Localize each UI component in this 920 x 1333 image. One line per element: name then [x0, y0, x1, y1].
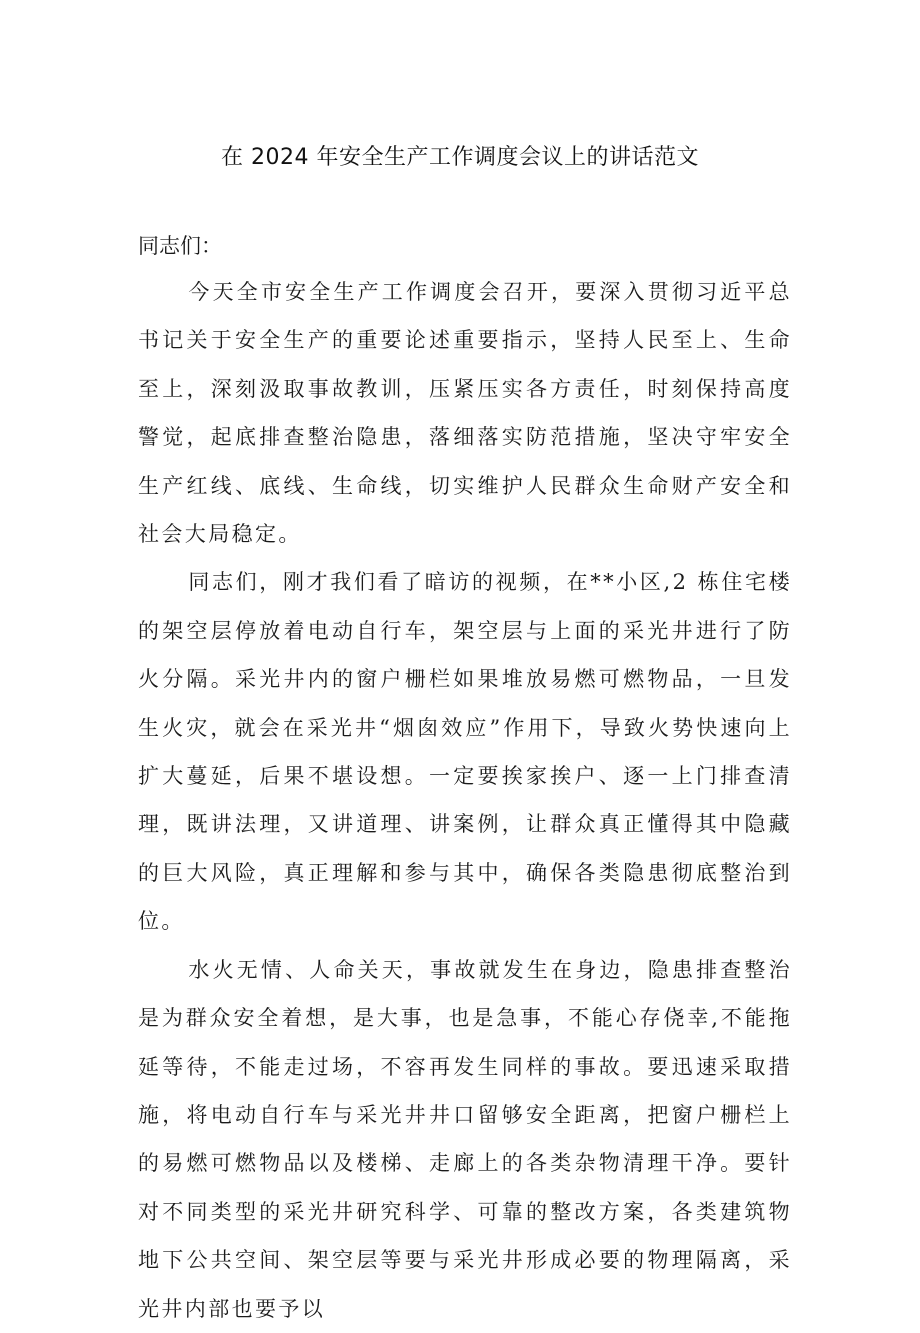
salutation: 同志们： — [138, 234, 222, 258]
document-title: 在 2024 年安全生产工作调度会议上的讲话范文 — [221, 145, 699, 170]
paragraph: 同志们，刚才我们看了暗访的视频，在**小区,2 栋住宅楼的架空层停放着电动自行车，架空层与上面的采光井进行了防火分隔。采光井内的窗户栅栏如果堆放易燃可燃物品，一旦发生火灾，就会在采光井“烟囱效应”作用下，导致火势快速向上扩大蔓延，后果不堪设想。一定要挨家挨户、逐一上门排查清理，既讲法理，又讲道理、讲案例，让群众真正懂得其中隐藏的巨大风险，真正理解和参与其中，确保各类隐患彻底整治到位。 — [138, 570, 792, 934]
paragraph: 水火无情、人命关天，事故就发生在身边，隐患排查整治是为群众安全着想，是大事，也是急事，不能心存侥幸,不能拖延等待，不能走过场，不容再发生同样的事故。要迅速采取措施，将电动自行车与采光井井口留够安全距离，把窗户栅栏上的易燃可燃物品以及楼梯、走廊上的各类杂物清理干净。要针对不同类型的采光井研究科学、可靠的整改方案，各类建筑物地下公共空间、架空层等要与采光井形成必要的物理隔离，采光井内部也要予以 — [138, 957, 792, 1321]
paragraph: 今天全市安全生产工作调度会召开，要深入贯彻习近平总书记关于安全生产的重要论述重要指示，坚持人民至上、生命至上，深刻汲取事故教训，压紧压实各方责任，时刻保持高度警觉，起底排查整治隐患，落细落实防范措施，坚决守牢安全生产红线、底线、生命线，切实维护人民群众生命财产安全和社会大局稳定。 — [138, 280, 792, 547]
document-body — [138, 268, 792, 1333]
